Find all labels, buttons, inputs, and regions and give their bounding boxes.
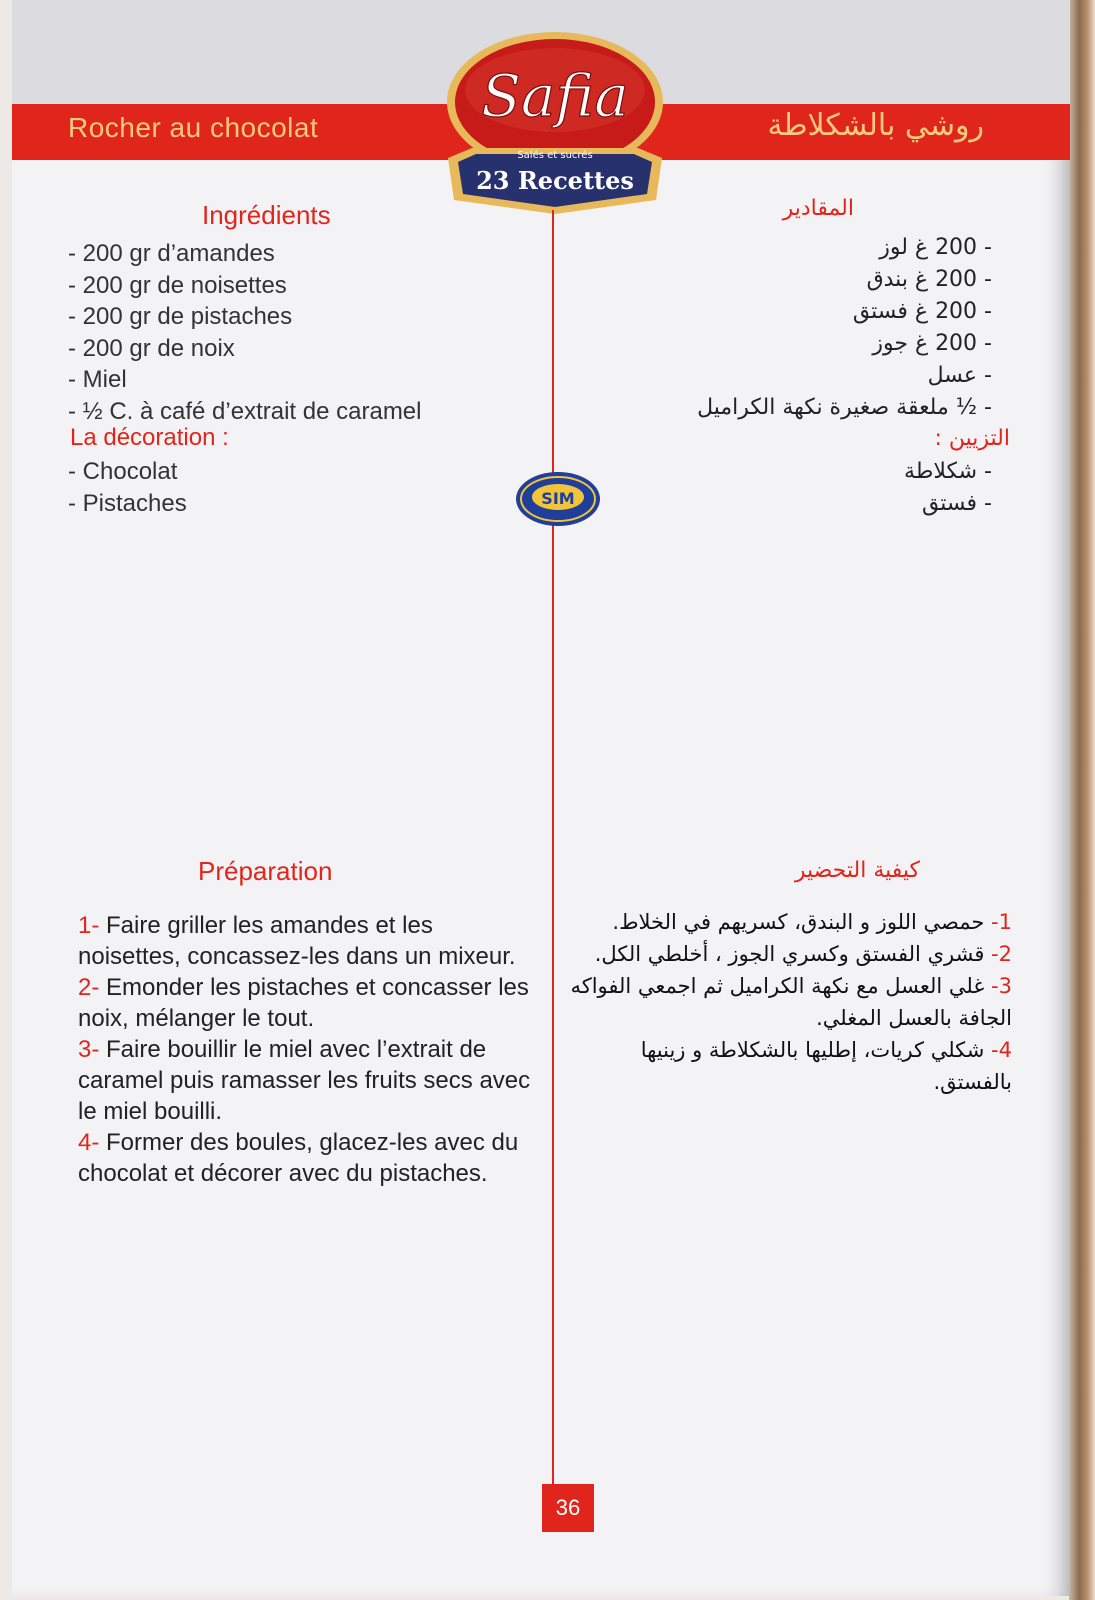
step-number: 3-: [78, 1036, 100, 1063]
list-item: [562, 906, 1012, 938]
list-item: [78, 910, 538, 972]
ingredients-heading-ar: المقادير: [782, 196, 854, 221]
step-number: 2-: [991, 942, 1012, 966]
list-item: [78, 1034, 538, 1127]
list-item: - 200 gr de noisettes: [68, 271, 287, 299]
recipe-title-fr: Rocher au chocolat: [68, 112, 319, 143]
list-item: - Miel: [68, 366, 127, 393]
preparation-steps-fr: [78, 910, 538, 1189]
step-number: 1-: [991, 910, 1012, 934]
ingredients-list-ar: [572, 232, 992, 424]
list-item: [562, 938, 1012, 970]
ingredients-heading-fr: Ingrédients: [202, 200, 331, 230]
list-item: - 200 غ فستق: [852, 299, 992, 324]
safia-logo: [442, 30, 668, 226]
list-item: - 200 gr de pistaches: [68, 303, 293, 330]
list-item: - 200 غ جوز: [872, 331, 992, 356]
step-number: 4-: [991, 1038, 1012, 1062]
step-text: حمصي اللوز و البندق، كسريهم في الخلاط.: [612, 910, 992, 934]
recipe-title-ar: روشي بالشكلاطة: [767, 108, 984, 143]
step-text: غلي العسل مع نكهة الكراميل ثم اجمعي الفواكه الجافة بالعسل المغلي.: [570, 974, 1012, 1030]
logo-badge-text: 23 Recettes: [476, 166, 634, 195]
step-text: Former des boules, glacez-les avec du chocolat et décorer avec du pistaches.: [78, 1129, 519, 1187]
list-item: - 200 غ لوز: [879, 235, 992, 260]
decoration-heading-ar: التزيين :: [934, 426, 1010, 451]
step-text: قشري الفستق وكسري الجوز ، أخلطي الكل.: [594, 942, 992, 966]
step-text: شكلي كريات، إطليها بالشكلاطة و زينيها بالفستق.: [640, 1038, 1012, 1094]
logo-brand-text: Safia: [481, 62, 629, 130]
list-item: - Chocolat: [68, 458, 178, 485]
list-item: - 200 غ بندق: [866, 267, 992, 292]
step-number: 1-: [78, 912, 100, 939]
step-number: 4-: [78, 1129, 100, 1156]
step-number: 3-: [991, 974, 1012, 998]
preparation-heading-ar: كيفية التحضير: [794, 858, 920, 883]
step-number: 2-: [78, 974, 100, 1001]
decoration-heading-fr: La décoration :: [70, 424, 229, 451]
list-item: - 200 gr d’amandes: [68, 240, 275, 267]
list-item: - شكلاطة: [904, 459, 992, 484]
list-item: [78, 1127, 538, 1189]
list-item: - Pistaches: [68, 489, 187, 517]
list-item: [78, 972, 538, 1034]
list-item: - ½ ملعقة صغيرة نكهة الكراميل: [697, 395, 992, 420]
list-item: - ½ C. à café d’extrait de caramel: [68, 397, 422, 425]
recipe-page: [12, 0, 1070, 1596]
page-number: 36: [542, 1484, 594, 1532]
decoration-list-ar: [692, 456, 992, 520]
ingredients-list-fr: [68, 238, 421, 427]
list-item: - فستق: [921, 491, 992, 516]
preparation-heading-fr: Préparation: [198, 856, 333, 886]
sim-logo: [514, 470, 602, 528]
step-text: Faire griller les amandes et les noisettes, concassez-les dans un mixeur.: [78, 912, 516, 970]
logo-tagline-text: Salés et sucrés: [517, 150, 593, 161]
sim-logo-text: SIM: [541, 489, 575, 508]
column-divider: [552, 210, 554, 1510]
list-item: - عسل: [927, 363, 992, 388]
list-item: [562, 1034, 1012, 1098]
list-item: - 200 gr de noix: [68, 334, 235, 362]
list-item: [562, 970, 1012, 1034]
adjacent-page-edge: [1069, 0, 1095, 1600]
step-text: Emonder les pistaches et concasser les noix, mélanger le tout.: [78, 974, 529, 1032]
step-text: Faire bouillir le miel avec l’extrait de caramel puis ramasser les fruits secs avec le miel bouilli.: [78, 1036, 531, 1125]
decoration-list-fr: [68, 456, 187, 519]
preparation-steps-ar: [562, 906, 1012, 1098]
